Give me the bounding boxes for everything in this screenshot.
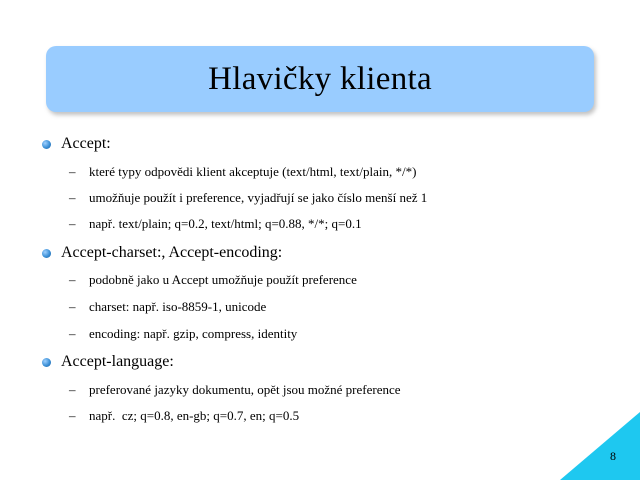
subitem-accept-3: např. text/plain; q=0.2, text/html; q=0.88, */*; q=0.1 — [89, 216, 362, 231]
subitem-charset-2: charset: např. iso-8859-1, unicode — [89, 299, 267, 314]
bullet-icon — [42, 358, 51, 367]
dash-icon: – — [69, 164, 76, 179]
bullet-item-accept: Accept: — [61, 135, 111, 152]
subitem-accept-1: které typy odpovědi klient akceptuje (text/html, text/plain, */*) — [89, 164, 417, 179]
dash-icon: – — [69, 190, 76, 205]
corner-decoration — [560, 412, 640, 480]
subitem-language-2: např. cz; q=0.8, en-gb; q=0.7, en; q=0.5 — [89, 408, 300, 423]
dash-icon: – — [69, 382, 76, 397]
subitem-charset-3: encoding: např. gzip, compress, identity — [89, 326, 298, 341]
bullet-item-accept-language: Accept-language: — [61, 353, 174, 370]
bullet-icon — [42, 140, 51, 149]
subitem-accept-2: umožňuje použít i preference, vyjadřují se jako číslo menší než 1 — [89, 190, 428, 205]
subitem-language-1: preferované jazyky dokumentu, opět jsou možné preference — [89, 382, 401, 397]
dash-icon: – — [69, 216, 76, 231]
dash-icon: – — [69, 299, 76, 314]
page-number: 8 — [610, 449, 616, 463]
dash-icon: – — [69, 326, 76, 341]
dash-icon: – — [69, 272, 76, 287]
subitem-charset-1: podobně jako u Accept umožňuje použít preference — [89, 272, 357, 287]
bullet-item-accept-charset: Accept-charset:, Accept-encoding: — [61, 244, 283, 261]
slide-title: Hlavičky klienta — [208, 60, 432, 97]
dash-icon: – — [69, 408, 76, 423]
bullet-icon — [42, 249, 51, 258]
